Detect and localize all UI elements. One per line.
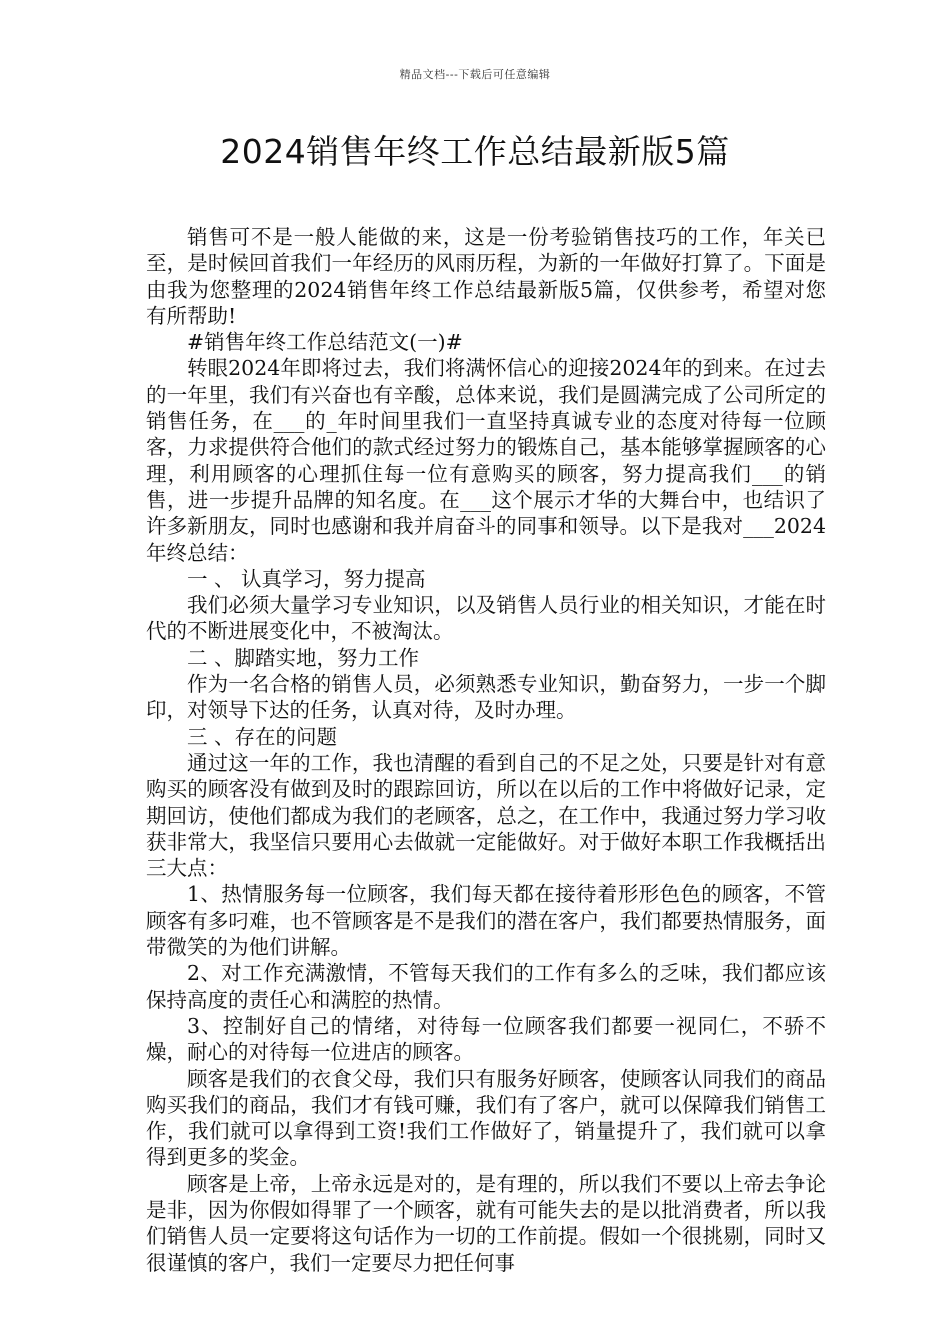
list-item: 2、对工作充满激情，不管每天我们的工作有多么的乏味，我们都应该保持高度的责任心和满腔的热情。 <box>146 961 826 1012</box>
sub-heading: 一 、 认真学习，努力提高 <box>187 566 426 591</box>
body-paragraph: 顾客是我们的衣食父母，我们只有服务好顾客，使顾客认同我们的商品购买我们的商品，我们才有钱可赚，我们有了客户，就可以保障我们销售工作，我们就可以拿得到工资!我们工作做好了，销量提升了，我们就可以拿得到更多的奖金。 <box>146 1066 826 1170</box>
body-paragraph: 我们必须大量学习专业知识，以及销售人员行业的相关知识，才能在时代的不断进展变化中，不被淘汰。 <box>146 593 826 644</box>
header-note: 精品文档---下载后可任意编辑 <box>399 68 551 81</box>
body-paragraph: 顾客是上帝，上帝永远是对的，是有理的，所以我们不要以上帝去争论是非，因为你假如得罪了一个顾客，就有可能失去的是以批消费者，所以我们销售人员一定要将这句话作为一切的工作前提。假如一个很挑剔，同时又很谨慎的客户，我们一定要尽力把任何事 <box>146 1171 826 1275</box>
document-title: 2024销售年终工作总结最新版5篇 <box>220 132 730 171</box>
body-paragraph: 通过这一年的工作，我也清醒的看到自己的不足之处，只要是针对有意购买的顾客没有做到及时的跟踪回访，所以在以后的工作中将做好记录，定期回访，使他们都成为我们的老顾客，总之，在工作中，我通过努力学习收获非常大，我坚信只要用心去做就一定能做好。对于做好本职工作我概括出三大点： <box>146 750 826 881</box>
sub-heading: 三 、存在的问题 <box>187 724 338 749</box>
list-item: 1、热情服务每一位顾客，我们每天都在接待着形形色色的顾客，不管顾客有多叼难，也不管顾客是不是我们的潜在客户，我们都要热情服务，面带微笑的为他们讲解。 <box>146 882 826 960</box>
intro-paragraph: 销售可不是一般人能做的来，这是一份考验销售技巧的工作，年关已至，是时候回首我们一年经历的风雨历程，为新的一年做好打算了。下面是由我为您整理的2024销售年终工作总结最新版5篇，仅供参考，希望对您有所帮助! <box>146 225 826 328</box>
document-body <box>146 224 826 1276</box>
list-item: 3、控制好自己的情绪，对待每一位顾客我们都要一视同仁，不骄不燥，耐心的对待每一位进店的顾客。 <box>146 1013 826 1065</box>
section-heading: #销售年终工作总结范文(一)# <box>187 330 463 355</box>
sub-heading: 二 、脚踏实地，努力工作 <box>187 645 420 670</box>
body-paragraph: 作为一名合格的销售人员，必须熟悉专业知识，勤奋努力，一步一个脚印，对领导下达的任务，认真对待，及时办理。 <box>146 672 826 723</box>
body-paragraph: 转眼2024年即将过去，我们将满怀信心的迎接2024年的到来。在过去的一年里，我们有兴奋也有辛酸，总体来说，我们是圆满完成了公司所定的销售任务，在___的_年时间里我们一直坚持真诚专业的态度对待每一位顾客，力求提供符合他们的款式经过努力的锻炼自己，基本能够掌握顾客的心理，利用顾客的心理抓住每一位有意购买的顾客，努力提高我们___的销售，进一步提升品牌的知名度。在___这个展示才华的大舞台中，也结识了许多新朋友，同时也感谢和我并肩奋斗的同事和领导。以下是我对___2024年终总结： <box>146 356 826 565</box>
